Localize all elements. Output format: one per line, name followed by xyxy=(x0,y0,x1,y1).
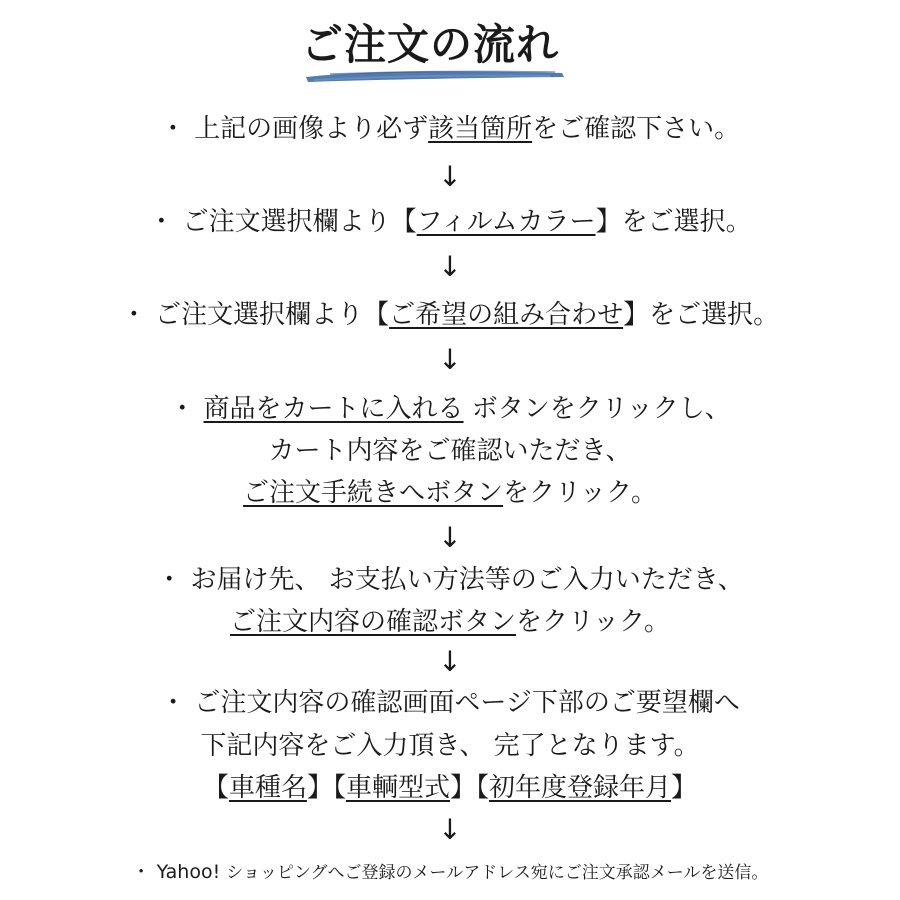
step-4-line-1 xyxy=(0,392,900,426)
step-1 xyxy=(0,112,900,146)
down-arrow-icon: ↓ xyxy=(438,160,462,193)
step-7-rest: ショッピングへご登録のメールアドレス宛にご注文承認メールを送信。 xyxy=(226,863,769,883)
car-model-name: 車種名 xyxy=(228,773,307,803)
bracket-open: 【 xyxy=(332,773,346,803)
page-title-text: ご注文の流れ xyxy=(300,20,559,69)
step-2 xyxy=(0,205,900,239)
step-2-prefix: ・ ご注文選択欄より【 xyxy=(148,207,417,237)
step-1-link: 該当箇所 xyxy=(428,114,533,144)
bracket-close: 】 xyxy=(306,773,333,803)
step-7-prefix: ・ Yahoo! xyxy=(131,861,227,883)
bracket-close: 】 xyxy=(671,773,698,803)
step-5-line-1: ・ お届け先、 お支払い方法等のご入力いただき、 xyxy=(156,565,744,595)
down-arrow-icon: ↓ xyxy=(438,250,462,283)
step-5-suffix: をクリック。 xyxy=(516,607,670,637)
step-6-line-2: 下記内容をご入力頂き、 完了となります。 xyxy=(200,731,700,761)
step-4-line-3-suffix: をクリック。 xyxy=(503,478,657,508)
step-2-suffix: 】をご選択。 xyxy=(595,207,752,237)
down-arrow-icon: ↓ xyxy=(438,813,462,846)
down-arrow-icon: ↓ xyxy=(438,645,462,678)
bracket-close: 】 xyxy=(450,773,477,803)
step-4-link: 商品をカートに入れる xyxy=(203,394,464,424)
step-1-suffix: をご確認下さい。 xyxy=(532,114,741,144)
step-5-link: ご注文内容の確認ボタン xyxy=(230,607,517,637)
step-1-prefix: ・ 上記の画像より必ず xyxy=(159,114,429,144)
page-title xyxy=(0,20,900,70)
step-3-suffix: 】をご選択。 xyxy=(623,300,780,330)
step-3-prefix: ・ ご注文選択欄より【 xyxy=(120,300,390,330)
down-arrow-icon: ↓ xyxy=(438,521,462,554)
bracket-open: 【 xyxy=(202,773,229,803)
first-registration-date: 初年度登録年月 xyxy=(489,773,672,803)
down-arrow-icon: ↓ xyxy=(438,343,462,376)
step-4-prefix: ・ xyxy=(169,394,204,424)
step-2-link: フィルムカラー xyxy=(416,207,596,237)
step-4-line-3-link: ご注文手続きへボタン xyxy=(243,478,504,508)
step-3-link: ご希望の組み合わせ xyxy=(389,300,624,330)
step-7 xyxy=(0,855,900,890)
step-4-line-3 xyxy=(0,476,900,510)
brush-underline-decoration xyxy=(300,66,570,86)
step-6-line-1: ・ ご注文内容の確認画面ページ下部のご要望欄へ xyxy=(160,688,740,718)
bracket-open: 【 xyxy=(476,773,490,803)
step-6-line-3 xyxy=(0,771,900,805)
step-3 xyxy=(0,298,900,332)
step-4-suffix: ボタンをクリックし、 xyxy=(463,394,731,424)
step-5-line-2 xyxy=(0,605,900,639)
step-4-line-2: カート内容をご確認いただき、 xyxy=(268,436,632,466)
vehicle-type-code: 車輌型式 xyxy=(345,773,450,803)
